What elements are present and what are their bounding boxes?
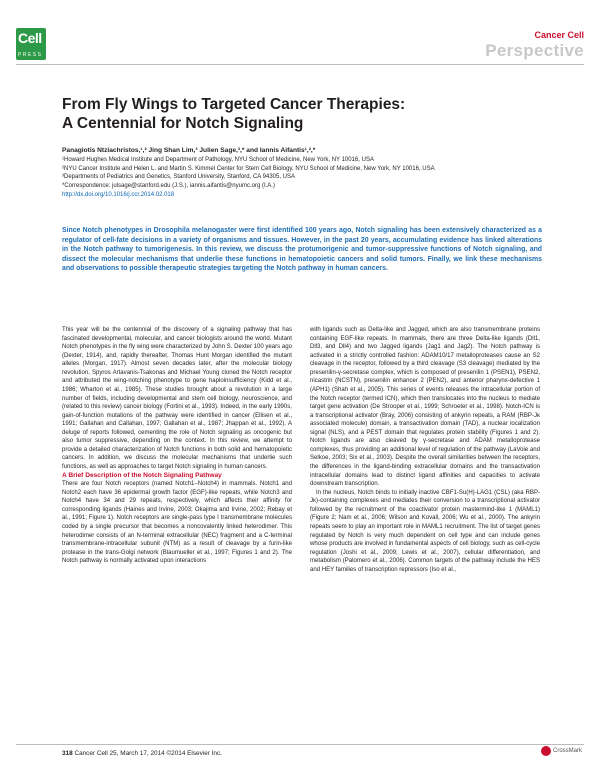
section-heading: A Brief Description of the Notch Signaling Pathway [62, 471, 222, 479]
correspondence: *Correspondence: julsage@stanford.edu (J.S.), iannis.aifantis@nyumc.org (I.A.) [62, 183, 275, 190]
intro-paragraph: This year will be the centennial of the discovery of a signaling pathway that has fascinated developmental, molecular, and cancer biologists around the world. Mutant Notch phenotypes in the fly wing were characterized by John S. Dexter 100 years ago (Dexter, 1914), and, rapidly thereafter, Thomas Hunt Morgan identified the mutant alleles (Morgan, 1917). Almost seven decades later, after the molecular biology revolution, Spyros Artavanis-Tsakonas and Michael Young cloned the Notch receptor and attributed the wing-notching phenotype to gene haploinsufficiency (Kidd et al., 1986; Wharton et al., 1985). These studies brought about a revolution in a large number of fields, including developmental and stem cell biology, neuroscience, and (related to this review) cancer biology (Fortini et al., 1993). Indeed, in the early 1990s, gain-of-function mutations of the pathway were identified in cancer (Ellisen et al., 1991; Gallahan and Callahan, 1997; Gallahan et al., 1987; Jhappan et al., 1992). A deluge of reports followed, cementing the role of Notch signaling as oncogenic but also tumor suppressive, depending on the context. In this review, we attempt to provide a detailed characterization of Notch functions in both solid and hematopoietic cancers. In addition, we discuss the molecular mechanisms that underlie such functions, as well as approaches to target Notch signaling in human cancers. [62, 327, 292, 470]
footer-divider [16, 744, 584, 745]
page-number: 318 [62, 750, 73, 757]
header-divider [16, 64, 584, 65]
abstract: Since Notch phenotypes in Drosophila melanogaster were first identified 100 years ago, Notch signaling has been extensively characterized as a regulator of cell-fate decisions in a variety of organisms and tissues. However, in the past 20 years, accumulating evidence has linked alterations in the Notch pathway to tumorigenesis. In this review, we discuss the protumorigenic and tumor-suppressive functions of Notch signaling, and dissect the molecular mechanisms that underlie these functions in hematopoietic cancers and solid tumors. Finally, we link these mechanisms and observations to possible therapeutic strategies targeting the Notch pathway in human cancers. [62, 227, 542, 272]
ligands-paragraph: with ligands such as Delta-like and Jagged, which are also transmembrane proteins containing EGF-like repeats. In mammals, there are three Delta-like ligands (Dll1, Dll3, and Dll4) and two Jagged ligands (Jag1 and Jag2). The Notch pathway is activated in a strictly controlled fashion: ADAM10/17 metalloproteases cause an S2 cleavage in the receptor, followed by a third cleavage (S3 cleavage) mediated by the presenilin-γ-secretase complex, which is composed of presenilin 1 (PSEN1), PSEN2, nicastrin (NCSTN), presenilin enhancer 2 (PEN2), and anterior pharynx-defective 1 (APH1) (Shah et al., 2005). This series of events releases the intracellular portion of the Notch receptor (termed ICN), which then translocates into the nucleus to mediate target gene activation (De Strooper et al., 1999; Schroeter et al., 1998). Notch-ICN is a transcriptional activator (Bray, 2006) consisting of ankyrin repeats, a RAM (RBP-Jκ associated molecule) domain, a transactivation domain (TAD), a nuclear localization signal (NLS), and a PEST domain that regulates protein stability (Figures 1 and 2). Notch ligands are also cleaved by γ-secretase and ADAM metalloprotease complexes, thus providing an additional level of regulation of the pathway (LaVoie and Selkoe, 2003; Six et al., 2003). Despite the overall similarities between the receptors, the differences in the ligand-binding extracellular domains and the transactivation intracellular domains lead to distinct ligand affinities and capacities to activate downstream transcription. [310, 327, 540, 488]
journal-name: Cancer Cell [534, 30, 584, 40]
crossmark-icon [541, 746, 551, 756]
article-title [62, 95, 542, 133]
crossmark-label: CrossMark [552, 748, 582, 754]
title-line-1: From Fly Wings to Targeted Cancer Therapies: [62, 96, 406, 113]
title-line-2: A Centennial for Notch Signaling [62, 115, 304, 132]
logo-sub: PRESS [18, 52, 43, 58]
receptors-paragraph: There are four Notch receptors (named Notch1–Notch4) in mammals. Notch1 and Notch2 each have 36 epidermal growth factor (EGF)-like repeats, while Notch3 and Notch4 have 34 and 29 repeats, respectively, which affects their affinity for corresponding ligands (Haines and Irvine, 2003; Okajima and Irvine, 2002; Rebay et al., 1991; Figure 1). Notch receptors are single-pass type I transmembrane molecules coded by a single precursor that becomes a noncovalently linked heterodimer. This heterodimer consists of an N-terminal extracellular (NEC) fragment and a C-terminal transmembrane-intracellular subunit (NTM) as a result of cleavage by a furin-like protease in the trans-Golgi network (Blaumueller et al., 1997; Figures 1 and 2). The Notch pathway is normally activated upon interactions [62, 481, 292, 565]
author-list: Panagiotis Ntziachristos,¹,² Jing Shan Lim,³ Julien Sage,³,* and Iannis Aifantis¹,²,* [62, 147, 316, 154]
page-footer [62, 750, 222, 757]
affiliations [62, 156, 542, 200]
doi-link[interactable]: http://dx.doi.org/10.1016/j.ccr.2014.02.018 [62, 191, 175, 198]
cell-press-logo [16, 28, 46, 60]
affiliation-1: ¹Howard Hughes Medical Institute and Department of Pathology, NYU School of Medicine, New York, NY 10016, USA [62, 157, 374, 163]
footer-citation: Cancer Cell 25, March 17, 2014 ©2014 Elsevier Inc. [74, 750, 222, 757]
crossmark-badge[interactable] [541, 746, 582, 756]
body-column-right [310, 326, 540, 574]
body-column-left [62, 326, 292, 566]
affiliation-2: ²NYU Cancer Institute and Helen L. and Martin S. Kimmel Center for Stem Cell Biology, NYU School of Medicine, New York, NY 10016, USA [62, 165, 435, 172]
logo-main: Cell [18, 30, 42, 46]
nucleus-paragraph: In the nucleus, Notch binds to initially inactive CBF1-Su(H)-LAG1 (CSL) (aka RBP-Jκ)-containing complexes and mediates their conversion to a transcriptional activator followed by the recruitment of the coactivator protein mastermind-like 1 (MAML1) (Figure 2; Nam et al., 2006; Wilson and Kovall, 2006; Wu et al., 2000). The ankyrin repeats seem to play an important role in MAML1 recruitment. The list of target genes regulated by Notch is very much dependent on cell type and can include genes whose products are involved in fundamental aspects of cell biology, such as cell-cycle regulation (Joshi et al., 2009; Lewis et al., 2007), cellular differentiation, and metabolism (Palomero et al., 2006). Common targets of the pathway include the HES and HEY families of transcription repressors (Iso et al., [310, 489, 540, 573]
affiliation-3: ³Departments of Pediatrics and Genetics, Stanford University, Stanford, CA 94305, USA [62, 174, 296, 181]
section-label: Perspective [485, 41, 584, 60]
